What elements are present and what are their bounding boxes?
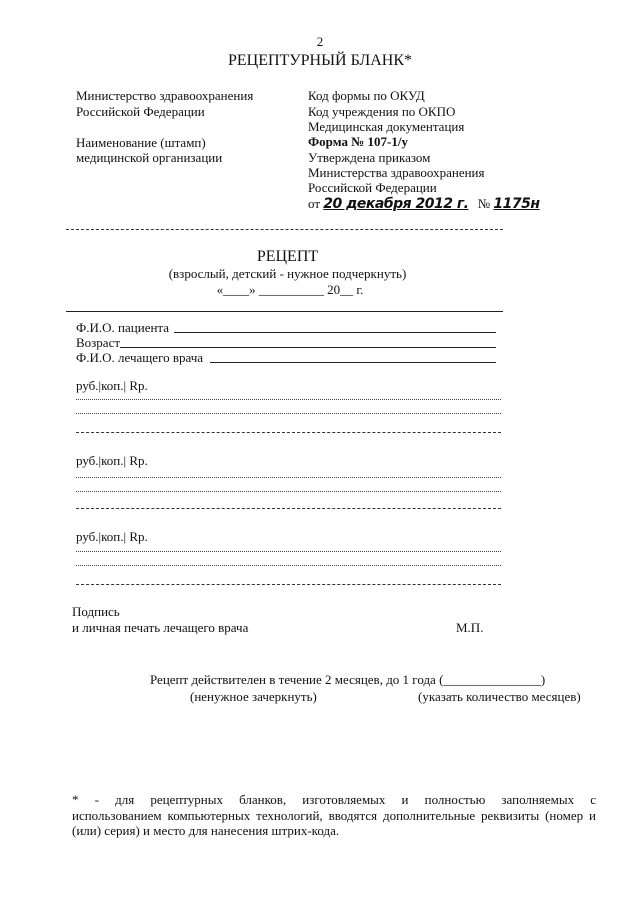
rp3-line-1[interactable] <box>76 551 501 552</box>
age-field[interactable] <box>120 347 496 348</box>
footnote-line-2: использованием компьютерных технологий, вводятся дополнительные реквизиты (номер и <box>72 808 596 823</box>
doctor-name-field[interactable] <box>210 362 496 363</box>
okpo-code-label: Код учреждения по ОКПО <box>308 104 456 119</box>
recipe-subtitle: (взрослый, детский - нужное подчеркнуть) <box>168 266 407 281</box>
rp-label-1: руб.|коп.| Rp. <box>76 378 148 393</box>
recipe-heading: РЕЦЕПТ <box>256 248 319 265</box>
ministry-line-2: Российской Федерации <box>76 104 205 119</box>
ministry-line-1: Министерство здравоохранения <box>76 88 254 103</box>
rp2-line-2[interactable] <box>76 491 501 492</box>
recipe-top-rule <box>66 311 503 312</box>
approved-rf: Российской Федерации <box>308 180 437 195</box>
org-stamp-line-1: Наименование (штамп) <box>76 135 206 150</box>
rp3-line-2[interactable] <box>76 565 501 566</box>
validity-note-strike: (ненужное зачеркнуть) <box>190 689 317 704</box>
validity-text: Рецепт действителен в течение 2 месяцев, до 1 года (_______________) <box>150 672 546 687</box>
order-from-label: от <box>308 196 321 211</box>
stamp-place-label: М.П. <box>456 620 484 635</box>
okud-code-label: Код формы по ОКУД <box>308 88 425 103</box>
page-number: 2 <box>316 34 324 49</box>
approved-ministry: Министерства здравоохранения <box>308 165 485 180</box>
doctor-name-label: Ф.И.О. лечащего врача <box>76 350 204 365</box>
footnote-line-1: * - для рецептурных бланков, изготовляемых и полностью заполняемых с <box>72 792 596 807</box>
patient-name-field[interactable] <box>174 332 496 333</box>
footnote-line-3: (или) серия) и место для нанесения штрих-кода. <box>72 823 340 838</box>
order-line <box>308 196 540 212</box>
header-separator <box>66 229 503 230</box>
rp1-line-2[interactable] <box>76 413 501 414</box>
rp2-separator <box>76 508 501 509</box>
rp1-line-1[interactable] <box>76 399 501 400</box>
approved-label: Утверждена приказом <box>308 150 431 165</box>
signature-label: Подпись <box>72 604 120 619</box>
page-title: РЕЦЕПТУРНЫЙ БЛАНК* <box>227 52 413 69</box>
recipe-date-line: «____» __________ 20__ г. <box>216 282 364 297</box>
order-date-handwritten: 20 декабря 2012 г. <box>323 196 469 212</box>
form-number: Форма № 107-1/у <box>308 134 408 149</box>
validity-note-months: (указать количество месяцев) <box>418 689 581 704</box>
rp3-separator <box>76 584 501 585</box>
order-no-label: № <box>477 196 491 211</box>
patient-name-label: Ф.И.О. пациента <box>76 320 170 335</box>
rp-label-3: руб.|коп.| Rp. <box>76 529 148 544</box>
med-doc-label: Медицинская документация <box>308 119 465 134</box>
rp2-line-1[interactable] <box>76 477 501 478</box>
signature-stamp-label: и личная печать лечащего врача <box>72 620 249 635</box>
order-number-handwritten: 1175н <box>493 196 540 212</box>
org-stamp-line-2: медицинской организации <box>76 150 223 165</box>
age-label: Возраст <box>76 335 121 350</box>
rp-label-2: руб.|коп.| Rp. <box>76 453 148 468</box>
rp1-separator <box>76 432 501 433</box>
